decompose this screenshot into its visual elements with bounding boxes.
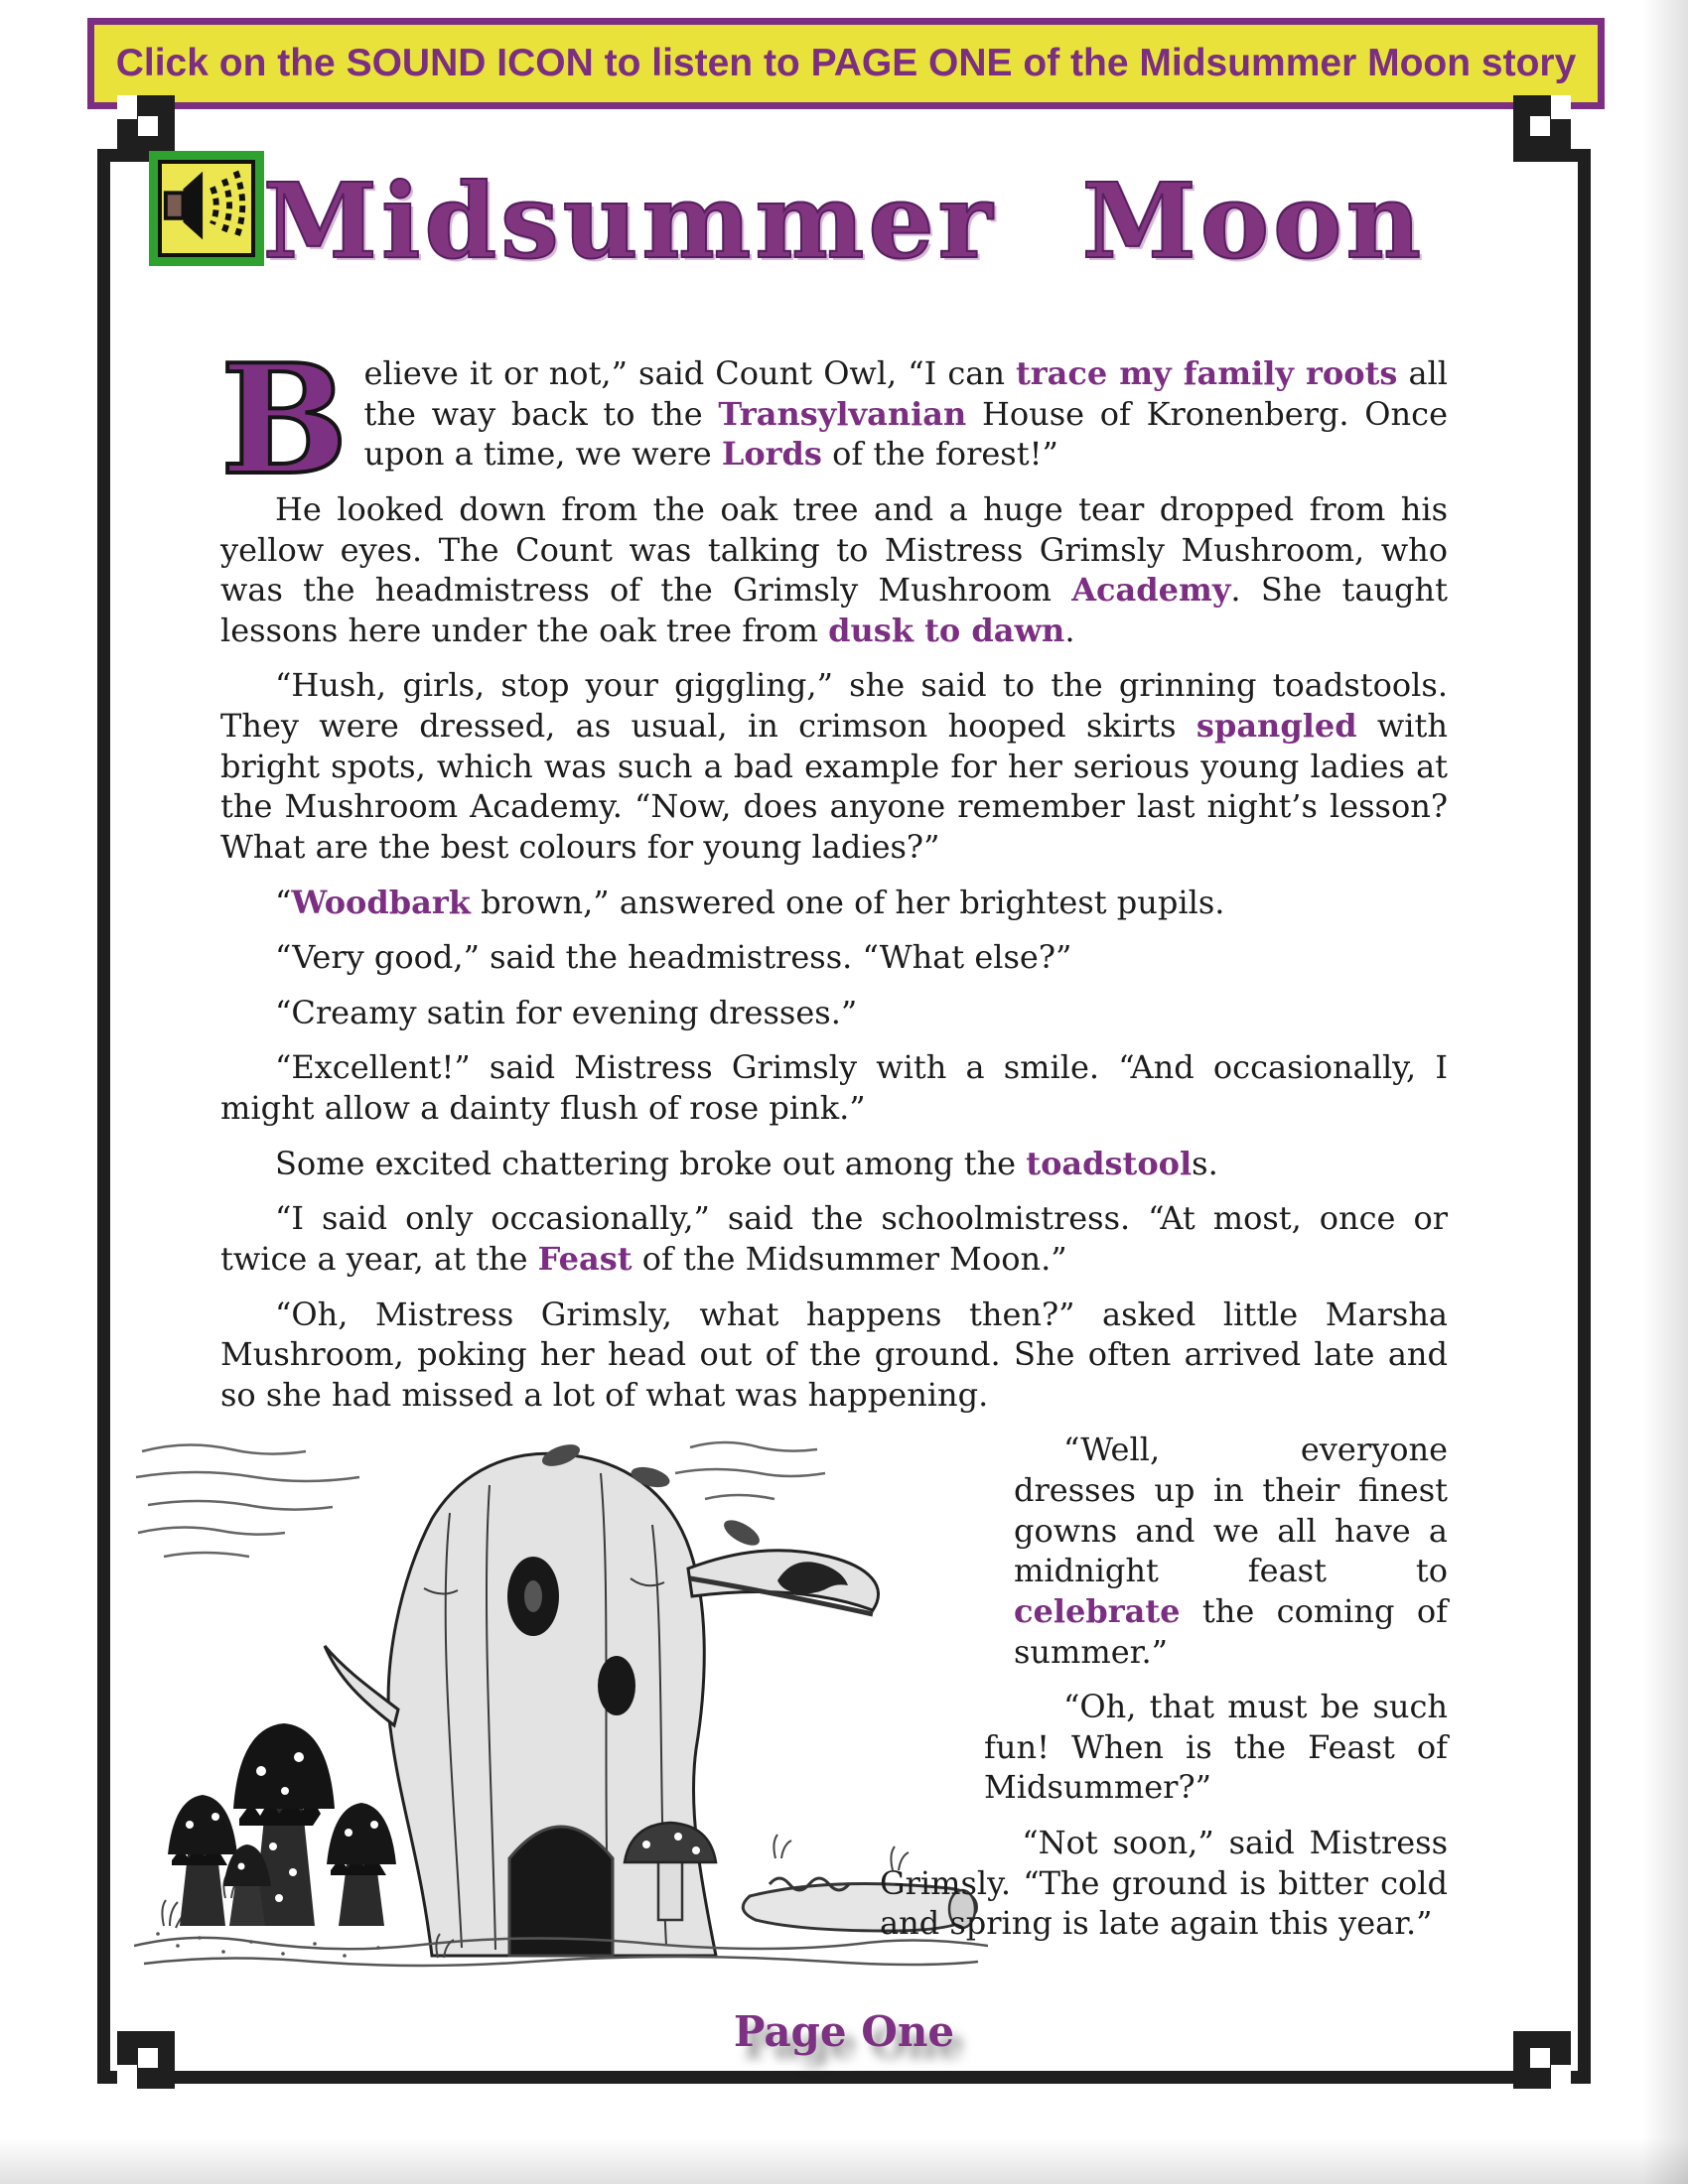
story-paragraph: “Well, everyone dresses up in their finest gowns and we all have a midnight feast to celebrate the coming of summer.” <box>1014 1431 1448 1671</box>
story-paragraph: “Woodbark brown,” answered one of her brightest pupils. <box>275 883 1225 921</box>
story-paragraph: “Oh, Mistress Grimsly, what happens then?” asked little Marsha Mushroom, poking her head out of the ground. She often arrived late and so she had missed a lot of what was happening. <box>220 1295 1448 1414</box>
instruction-banner <box>87 18 1605 109</box>
story-paragraph: “I said only occasionally,” said the schoolmistress. “At most, once or twice a year, at the Feast of the Midsummer Moon.” <box>220 1199 1448 1278</box>
story-paragraph: “Not soon,” said Mistress Grimsly. “The ground is bitter cold and spring is late again this year.” <box>880 1824 1448 1943</box>
story-paragraph: “Excellent!” said Mistress Grimsly with a smile. “And occasionally, I might allow a dainty flush of rose pink.” <box>220 1048 1448 1127</box>
story-illustration <box>134 1430 988 1971</box>
drop-cap: B <box>220 331 349 508</box>
story-body <box>220 331 1449 1971</box>
page-title: Midsummer Moon <box>262 160 1426 282</box>
story-paragraph: “Creamy satin for evening dresses.” <box>275 993 858 1031</box>
page-number-label: Page One <box>733 2007 955 2056</box>
story-paragraph: “Very good,” said the headmistress. “What else?” <box>275 938 1072 977</box>
story-paragraph: Some excited chattering broke out among the toadstools. <box>275 1144 1218 1182</box>
page-edge-shadow-bottom <box>0 2138 1688 2184</box>
story-wrap-section <box>220 1430 1448 1971</box>
story-paragraph: “Oh, that must be such fun! When is the Feast of Midsummer?” <box>984 1688 1448 1807</box>
story-intro-block <box>220 331 1449 1415</box>
story-paragraph: “Hush, girls, stop your giggling,” she said to the grinning toadstools. They were dressed, as usual, in crimson hooped skirts spangled with bright spots, which was such a bad example for her serious young ladies at the Mushroom Academy. “Now, does anyone remember last night’s lesson? What are the best colours for young ladies?” <box>220 666 1449 866</box>
instruction-banner-text: Click on the SOUND ICON to listen to PAGE ONE of the Midsummer Moon story <box>115 42 1577 84</box>
story-paragraph: He looked down from the oak tree and a huge tear dropped from his yellow eyes. The Count was talking to Mistress Grimsly Mushroom, who was the headmistress of the Grimsly Mushroom Academy. She taught lessons here under the oak tree from dusk to dawn. <box>220 489 1449 649</box>
sound-icon[interactable] <box>149 151 264 266</box>
story-paragraph: Believe it or not,” said Count Owl, “I can trace my family roots all the way back to the Transylvanian House of Kronenberg. Once upon a time, we were Lords of the forest!” <box>220 331 1449 508</box>
speaker-icon <box>158 160 255 257</box>
page-edge-shadow-right <box>1642 0 1688 2184</box>
